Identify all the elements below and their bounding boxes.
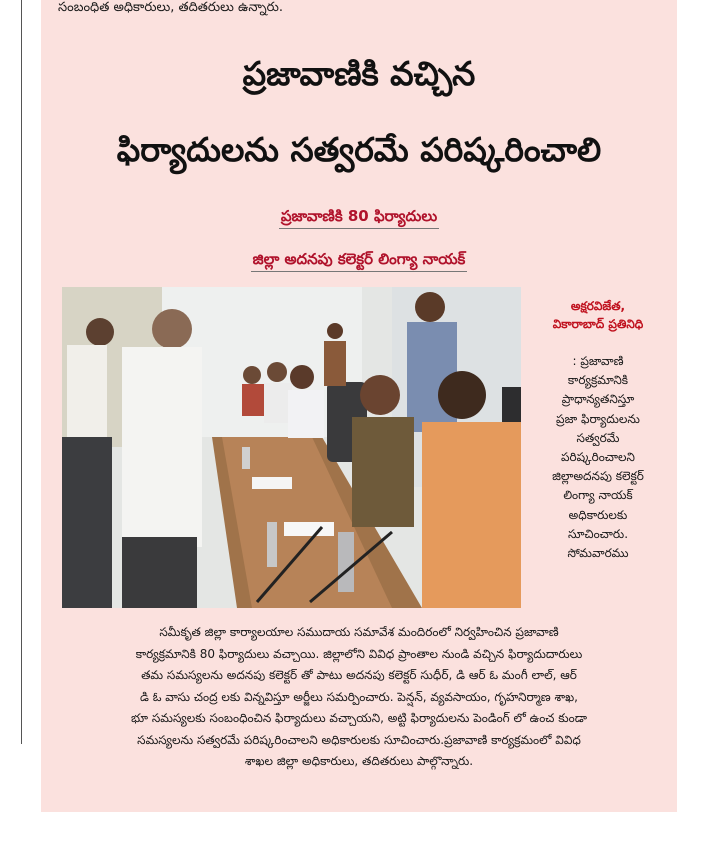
body-line: శాఖల జిల్లా అధికారులు, తదితరులు పాల్గొన్నారు. [244,754,474,768]
headline-line-1: ప్రజావాణికి వచ్చిన [242,54,476,93]
subheading-collector [41,248,677,270]
body-line: సమీకృత జిల్లా కార్యాలయాల సముదాయ సమావేశ మందిరంలో నిర్వహించిన ప్రజావాణి [159,625,559,639]
byline-place: వికారాబాద్ ప్రతినిధి [552,317,644,331]
body-line: సమస్యలను సత్వరమే పరిష్కరించాలని అధికారులకు సూచించారు.ప్రజావాణి కార్యక్రమంలో వివిధ [137,732,581,747]
side-line: సూచించారు. [567,526,629,541]
body-line: డి ఓ వాసు చంద్ర లకు విన్నవిస్తూ అర్జీలు సమర్పించారు. పెన్షన్, వ్యవసాయం, గృహనిర్మాణ శాఖ, [140,689,578,704]
side-line: సోమవారము [567,546,629,561]
side-column-text [528,352,668,563]
meeting-photo [62,287,521,608]
body-line: భూ సమస్యలకు సంబంధించిన ఫిర్యాదులు వచ్చాయని, అట్టి ఫిర్యాదులను పెండింగ్ లో ఉంచ కుండా [131,711,587,725]
byline [528,297,668,333]
body-line: కార్యక్రమానికి 80 ఫిర్యాదులు వచ్చాయి. జిల్లాలోని వివిధ ప్రాంతాల నుండి వచ్చిన ఫిర్యాదుదారులు [135,646,583,661]
side-line: ప్రాధాన్యతనిస్తూ [561,392,635,407]
side-line: లింగ్యా నాయక్ [563,488,633,503]
headline-line-2: ఫిర్యాదులను సత్వరమే పరిష్కరించాలి [116,130,602,169]
previous-article-tail: సంబంధిత అధికారులు, తదితరులు ఉన్నారు. [58,0,283,15]
side-line: ప్రజా ఫిర్యాదులను [556,411,640,426]
side-line: : ప్రజావాణి [572,354,624,368]
subheading-complaints [41,205,677,227]
side-line: జిల్లాఅదనపు కలెక్టర్ [552,469,644,484]
column-rule [21,0,22,744]
article-body [41,622,677,773]
subheading-collector-text: జిల్లా అదనపు కలెక్టర్ లింగ్యా నాయక్ [251,250,468,272]
meeting-photo-illustration [62,287,521,608]
subheading-complaints-text: ప్రజావాణికి 80 ఫిర్యాదులు [279,207,439,229]
side-line: అధికారులకు [568,507,628,522]
byline-reporter: అక్షరవిజేత, [570,299,626,313]
side-line: సత్వరమే [576,430,620,445]
side-line: కార్యక్రమానికి [567,373,629,388]
body-line: తమ సమస్యలను అదనపు కలెక్టర్ తో పాటు అదనపు కలెక్టర్ సుధీర్, డి ఆర్ ఓ మంగీ లాల్, ఆర్ [141,668,577,682]
side-line: పరిష్కరించాలని [561,450,635,465]
